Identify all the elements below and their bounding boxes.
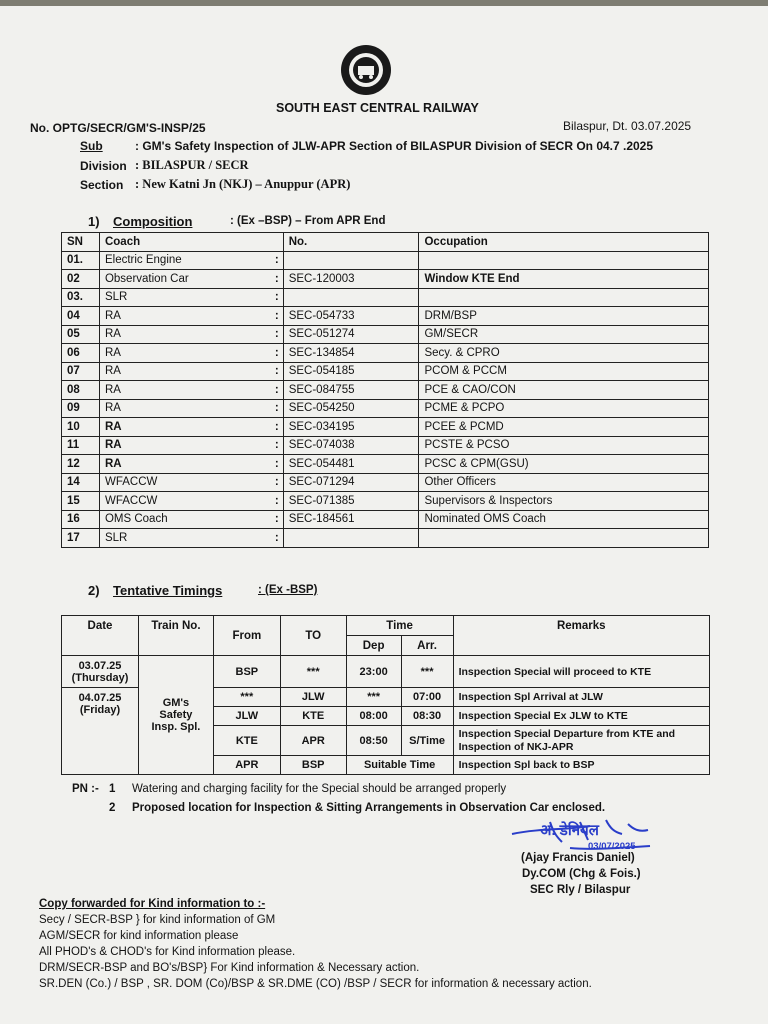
occupation-cell: Secy. & CPRO — [419, 344, 709, 363]
signature-date: 03/07/2025 — [588, 841, 636, 852]
header-train-no: Train No. — [138, 616, 213, 656]
date-2: 04.07.25 — [78, 692, 122, 704]
number-cell: SEC-034195 — [283, 418, 419, 437]
occupation-cell: PCOM & PCCM — [419, 362, 709, 381]
composition-row — [62, 307, 709, 326]
header-no: No. — [283, 233, 419, 252]
header-time: Time — [346, 616, 453, 636]
railway-emblem-logo — [340, 44, 392, 96]
coach-name: Electric Engine — [104, 254, 182, 267]
timings-table — [61, 615, 710, 775]
occupation-cell: Supervisors & Inspectors — [419, 492, 709, 511]
remarks-cell: Inspection Special will proceed to KTE — [453, 656, 709, 688]
train-line-2: Safety — [159, 709, 193, 721]
division-text: : BILASPUR / SECR — [135, 158, 249, 172]
notes-label: PN :- — [72, 783, 99, 795]
coach-name: WFACCW — [104, 494, 158, 507]
coach-cell — [99, 529, 283, 548]
remarks-cell: Inspection Spl back to BSP — [453, 756, 709, 775]
number-cell: SEC-054481 — [283, 455, 419, 474]
occupation-cell: PCE & CAO/CON — [419, 381, 709, 400]
coach-cell — [99, 251, 283, 270]
occupation-cell: PCSC & CPM(GSU) — [419, 455, 709, 474]
time-cell: Suitable Time — [346, 756, 453, 775]
from-cell: APR — [213, 756, 280, 775]
number-cell — [283, 529, 419, 548]
remarks-cell: Inspection Spl Arrival at JLW — [453, 688, 709, 707]
coach-name: Observation Car — [104, 272, 189, 285]
sn-cell: 03. — [62, 288, 100, 307]
separator-colon: : — [274, 365, 279, 378]
timings-number: 2) — [88, 583, 100, 598]
coach-cell — [99, 473, 283, 492]
composition-row — [62, 288, 709, 307]
sn-cell: 04 — [62, 307, 100, 326]
section-label: Section — [80, 178, 124, 192]
remarks-cell: Inspection Special Departure from KTE and Inspection of NKJ-APR — [453, 726, 709, 756]
header-arr: Arr. — [401, 636, 453, 656]
header-dep: Dep — [346, 636, 401, 656]
composition-row — [62, 251, 709, 270]
coach-name: RA — [104, 402, 121, 415]
coach-cell — [99, 288, 283, 307]
coach-cell — [99, 325, 283, 344]
composition-row — [62, 399, 709, 418]
copy-line: DRM/SECR-BSP and BO's/BSP} For Kind information & Necessary action. — [39, 962, 420, 974]
dep-cell: 23:00 — [346, 656, 401, 688]
separator-colon: : — [274, 291, 279, 304]
coach-name: RA — [104, 346, 121, 359]
coach-name: RA — [104, 328, 121, 341]
reference-number: No. OPTG/SECR/GM'S-INSP/25 — [30, 121, 206, 135]
separator-colon: : — [274, 272, 279, 285]
coach-name: RA — [104, 383, 121, 396]
signatory-designation: Dy.COM (Chg & Fois.) — [522, 868, 641, 880]
to-cell: APR — [280, 726, 346, 756]
coach-name: RA — [104, 420, 122, 433]
coach-cell — [99, 362, 283, 381]
org-name: SOUTH EAST CENTRAL RAILWAY — [276, 101, 479, 115]
composition-row — [62, 418, 709, 437]
coach-name: OMS Coach — [104, 513, 168, 526]
composition-row — [62, 455, 709, 474]
sn-cell: 07 — [62, 362, 100, 381]
occupation-cell: PCME & PCPO — [419, 399, 709, 418]
copy-title: Copy forwarded for Kind information to :- — [39, 898, 266, 910]
arr-cell: 07:00 — [401, 688, 453, 707]
occupation-cell: PCSTE & PCSO — [419, 436, 709, 455]
header-date: Date — [62, 616, 139, 656]
coach-cell — [99, 436, 283, 455]
from-cell: BSP — [213, 656, 280, 688]
day-2: (Friday) — [79, 704, 121, 716]
separator-colon: : — [274, 420, 279, 433]
sn-cell: 10 — [62, 418, 100, 437]
coach-cell — [99, 492, 283, 511]
header-to: TO — [280, 616, 346, 656]
composition-row — [62, 436, 709, 455]
coach-cell — [99, 510, 283, 529]
division-label: Division — [80, 159, 127, 173]
copy-line: AGM/SECR for kind information please — [39, 930, 239, 942]
separator-colon: : — [274, 328, 279, 341]
separator-colon: : — [274, 254, 279, 267]
date-1: 03.07.25 — [78, 659, 122, 672]
sn-cell: 12 — [62, 455, 100, 474]
coach-cell — [99, 418, 283, 437]
number-cell — [283, 288, 419, 307]
occupation-cell — [419, 288, 709, 307]
header-remarks: Remarks — [453, 616, 709, 656]
composition-header-row — [62, 233, 709, 252]
number-cell: SEC-054733 — [283, 307, 419, 326]
separator-colon: : — [274, 531, 279, 544]
composition-subtitle: : (Ex –BSP) – From APR End — [230, 215, 386, 227]
header-sn: SN — [62, 233, 100, 252]
sn-cell: 02 — [62, 270, 100, 289]
note-2-number: 2 — [109, 802, 116, 814]
arr-cell: 08:30 — [401, 707, 453, 726]
number-cell: SEC-074038 — [283, 436, 419, 455]
composition-row — [62, 473, 709, 492]
number-cell: SEC-071385 — [283, 492, 419, 511]
sn-cell: 16 — [62, 510, 100, 529]
copy-line: All PHOD's & CHOD's for Kind information please. — [39, 946, 296, 958]
train-line-1: GM's — [162, 697, 190, 709]
signature-script: अ. डेनियल — [540, 822, 599, 839]
separator-colon: : — [274, 457, 279, 470]
timings-subtitle: : (Ex -BSP) — [258, 584, 318, 596]
occupation-cell — [419, 251, 709, 270]
number-cell: SEC-051274 — [283, 325, 419, 344]
composition-title: Composition — [113, 214, 193, 229]
coach-name: RA — [104, 365, 121, 378]
separator-colon: : — [274, 346, 279, 359]
sn-cell: 05 — [62, 325, 100, 344]
date-cell-2 — [62, 688, 139, 775]
note-2: Proposed location for Inspection & Sitting Arrangements in Observation Car enclosed. — [132, 802, 606, 814]
coach-cell — [99, 270, 283, 289]
sn-cell: 09 — [62, 399, 100, 418]
number-cell: SEC-120003 — [283, 270, 419, 289]
composition-row — [62, 344, 709, 363]
section-text: : New Katni Jn (NKJ) – Anuppur (APR) — [135, 177, 351, 191]
dep-cell: 08:00 — [346, 707, 401, 726]
signatory-name: (Ajay Francis Daniel) — [521, 852, 635, 864]
coach-cell — [99, 455, 283, 474]
sn-cell: 11 — [62, 436, 100, 455]
dep-cell: 08:50 — [346, 726, 401, 756]
coach-cell — [99, 399, 283, 418]
from-cell: JLW — [213, 707, 280, 726]
train-line-3: Insp. Spl. — [151, 721, 201, 733]
separator-colon: : — [274, 494, 279, 507]
occupation-cell: GM/SECR — [419, 325, 709, 344]
number-cell: SEC-054185 — [283, 362, 419, 381]
occupation-cell: Other Officers — [419, 473, 709, 492]
copy-line: Secy / SECR-BSP } for kind information of GM — [39, 914, 276, 926]
to-cell: KTE — [280, 707, 346, 726]
occupation-cell: PCEE & PCMD — [419, 418, 709, 437]
number-cell: SEC-184561 — [283, 510, 419, 529]
place-date: Bilaspur, Dt. 03.07.2025 — [563, 119, 692, 133]
sn-cell: 17 — [62, 529, 100, 548]
copy-line: SR.DEN (Co.) / BSP , SR. DOM (Co)/BSP & SR.DME (CO) /BSP / SECR for information & necessary action. — [39, 978, 592, 990]
signatory-office: SEC Rly / Bilaspur — [530, 884, 631, 896]
note-1: Watering and charging facility for the Special should be arranged properly — [132, 783, 507, 795]
header-occupation: Occupation — [419, 233, 709, 252]
occupation-cell — [419, 529, 709, 548]
timing-row — [62, 656, 710, 688]
coach-name: WFACCW — [104, 476, 158, 489]
occupation-cell: Nominated OMS Coach — [419, 510, 709, 529]
arr-cell: S/Time — [401, 726, 453, 756]
separator-colon: : — [274, 439, 279, 452]
composition-row — [62, 362, 709, 381]
coach-name: RA — [104, 439, 122, 452]
composition-table — [61, 232, 709, 548]
separator-colon: : — [274, 476, 279, 489]
coach-name: RA — [104, 457, 122, 470]
header-from: From — [213, 616, 280, 656]
coach-name: SLR — [104, 531, 128, 544]
coach-cell — [99, 381, 283, 400]
composition-row — [62, 529, 709, 548]
number-cell: SEC-084755 — [283, 381, 419, 400]
composition-row — [62, 381, 709, 400]
number-cell: SEC-134854 — [283, 344, 419, 363]
day-1: (Thursday) — [71, 671, 129, 684]
separator-colon: : — [274, 513, 279, 526]
composition-row — [62, 510, 709, 529]
number-cell — [283, 251, 419, 270]
to-cell: BSP — [280, 756, 346, 775]
coach-cell — [99, 344, 283, 363]
coach-name: RA — [104, 309, 121, 322]
sn-cell: 15 — [62, 492, 100, 511]
occupation-cell: Window KTE End — [419, 270, 709, 289]
sn-cell: 14 — [62, 473, 100, 492]
timings-title: Tentative Timings — [113, 583, 223, 598]
number-cell: SEC-054250 — [283, 399, 419, 418]
sn-cell: 08 — [62, 381, 100, 400]
from-cell: *** — [213, 688, 280, 707]
subject-text: : GM's Safety Inspection of JLW-APR Section of BILASPUR Division of SECR On 04.7 .2025 — [135, 139, 654, 153]
sn-cell: 01. — [62, 251, 100, 270]
from-cell: KTE — [213, 726, 280, 756]
separator-colon: : — [274, 402, 279, 415]
note-1-number: 1 — [109, 783, 116, 795]
composition-row — [62, 492, 709, 511]
remarks-cell: Inspection Special Ex JLW to KTE — [453, 707, 709, 726]
date-cell-1 — [62, 656, 139, 688]
arr-cell: *** — [401, 656, 453, 688]
header-coach: Coach — [99, 233, 283, 252]
to-cell: JLW — [280, 688, 346, 707]
dep-cell: *** — [346, 688, 401, 707]
sn-cell: 06 — [62, 344, 100, 363]
coach-name: SLR — [104, 291, 128, 304]
subject-label: Sub — [80, 139, 103, 153]
composition-number: 1) — [88, 214, 100, 229]
coach-cell — [99, 307, 283, 326]
train-no-cell — [138, 656, 213, 775]
separator-colon: : — [274, 309, 279, 322]
to-cell: *** — [280, 656, 346, 688]
separator-colon: : — [274, 383, 279, 396]
composition-row — [62, 325, 709, 344]
composition-row — [62, 270, 709, 289]
number-cell: SEC-071294 — [283, 473, 419, 492]
occupation-cell: DRM/BSP — [419, 307, 709, 326]
